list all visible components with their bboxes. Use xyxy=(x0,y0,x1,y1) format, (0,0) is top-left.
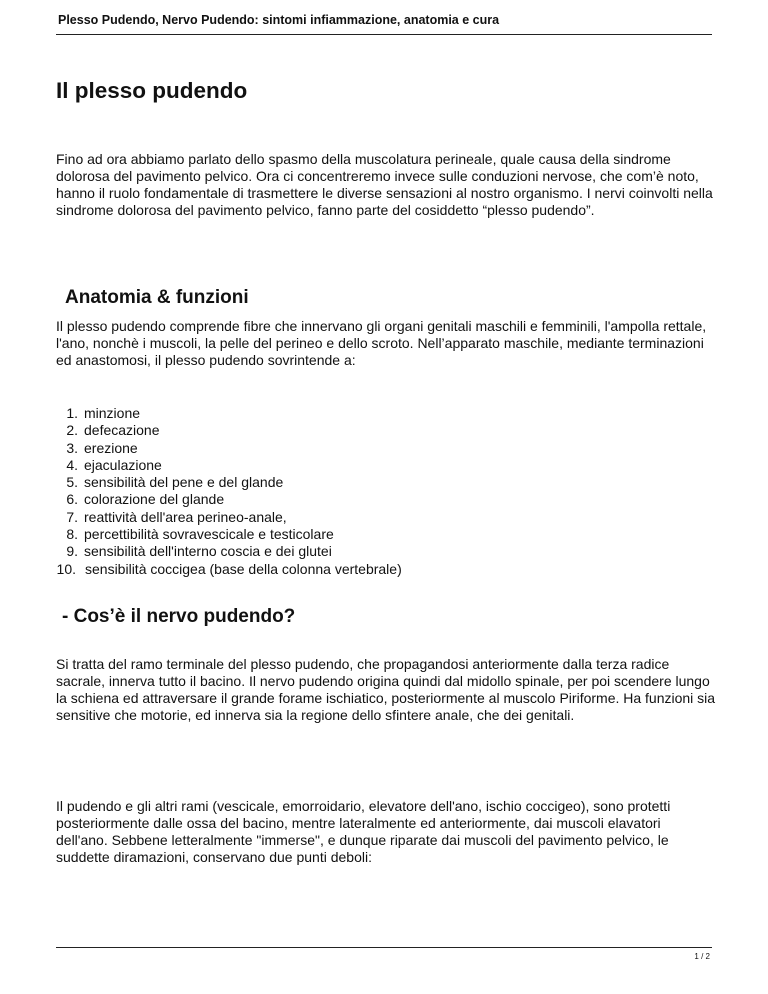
list-item: 4. ejaculazione xyxy=(66,456,162,473)
page-title: Il plesso pudendo xyxy=(56,78,248,103)
list-item: 2. defecazione xyxy=(66,422,160,439)
section-heading-anatomia: Anatomia & funzioni xyxy=(65,287,249,308)
footer-divider xyxy=(56,947,712,948)
list-item: 8. percettibilità sovravescicale e testicolare xyxy=(66,526,334,543)
functions-list xyxy=(56,405,402,578)
list-item: 5. sensibilità del pene e del glande xyxy=(66,474,284,491)
intro-paragraph: Fino ad ora abbiamo parlato dello spasmo della muscolatura perineale, quale causa della sindrome dolorosa del pavimento pelvico. Ora ci concentreremo invece sulle conduzioni nervose, che com’è noto, hanno il ruolo fondamentale di trasmettere le diverse sensazioni al nostro organismo. I nervi coinvolti nella sindrome dolorosa del pavimento pelvico, fanno parte del cosiddetto “plesso pudendo”. xyxy=(56,151,713,218)
list-item: 9. sensibilità dell'interno coscia e dei glutei xyxy=(66,543,332,560)
section-heading-nervo: - Cos’è il nervo pudendo? xyxy=(62,606,296,627)
running-header: Plesso Pudendo, Nervo Pudendo: sintomi infiammazione, anatomia e cura xyxy=(58,13,500,27)
list-item: 3. erezione xyxy=(66,439,138,456)
header-divider xyxy=(56,34,712,35)
nervo-paragraph-2: Il pudendo e gli altri rami (vescicale, emorroidario, elevatore dell'ano, ischio coccigeo), sono protetti posteriormente dalle ossa del bacino, mentre lateralmente ed anteriormente, dai muscoli elavatori dell'ano. Sebbene letteralmente "immerse", e dunque riparate dai muscoli del pavimento pelvico, le suddette diramazioni, conservano due punti deboli: xyxy=(56,798,671,865)
list-item: 10. sensibilità coccigea (base della colonna vertebrale) xyxy=(56,560,402,577)
nervo-paragraph-1: Si tratta del ramo terminale del plesso pudendo, che propagandosi anteriormente dalla terza radice sacrale, innerva tutto il bacino. Il nervo pudendo origina quindi dal midollo spinale, per poi scendere lungo la schiena ed attraversare il grande forame ischiatico, posteriormente al muscolo Piriforme. Ha funzioni sia sensitive che motorie, ed innerva sia la regione dello sfintere anale, che dei genitali. xyxy=(56,656,716,723)
list-item: 6. colorazione del glande xyxy=(66,491,225,508)
page-number: 1 / 2 xyxy=(694,952,710,961)
list-item: 7. reattività dell'area perineo-anale, xyxy=(66,508,287,525)
list-item: 1. minzione xyxy=(66,405,141,421)
anatomia-paragraph: Il plesso pudendo comprende fibre che innervano gli organi genitali maschili e femminili, l'ampolla rettale, l'ano, nonchè i muscoli, la pelle del perineo e dello scroto. Nell’apparato maschile, mediante terminazioni ed anastomosi, il plesso pudendo sovrintende a: xyxy=(56,318,707,368)
